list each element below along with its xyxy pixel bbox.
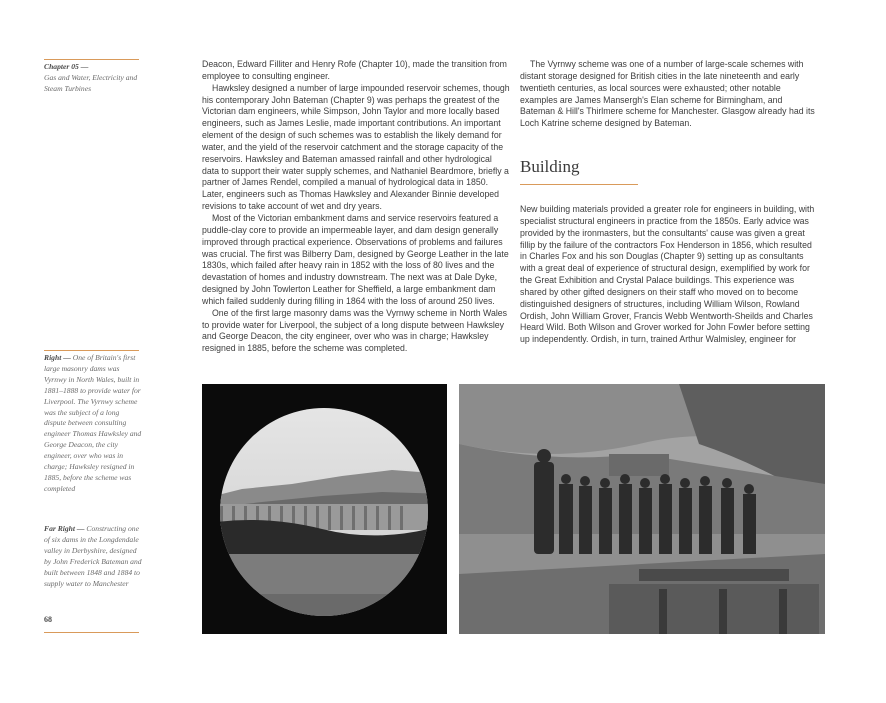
caption-right-text: One of Britain's first large masonry dams was Vyrnwy in North Wales, built in 1881–1888 to provide water for Liverpool. The Vyrnwy scheme was the subject of a long dispute between consulting engineer Thomas Hawksley and George Deacon, the city engineer, over who was in charge; Hawksley resigned in 1885, before the scheme was completed	[44, 353, 142, 493]
caption-top-rule	[44, 350, 139, 351]
photo-longdendale-construction	[459, 384, 825, 634]
paragraph: One of the first large masonry dams was the Vyrnwy scheme in North Wales to provide water for Liverpool, the subject of a long dispute between Hawksley and George Deacon, the city engineer, over who was in charge; Hawksley resigned in 1885, before the scheme was completed.	[202, 307, 508, 354]
caption-right-label: Right —	[44, 353, 71, 362]
chapter-title: Gas and Water, Electricity and Steam Turbines	[44, 72, 138, 93]
construction-photo-image	[459, 384, 825, 634]
dam-photo-image	[202, 384, 447, 634]
page-number: 68	[44, 615, 52, 624]
body-column-right-intro	[520, 59, 818, 130]
chapter-label: Chapter 05 —	[44, 62, 89, 71]
heading-rule	[520, 184, 638, 185]
chapter-label-block	[44, 62, 142, 95]
photo-caption-far-right	[44, 524, 142, 589]
caption-far-right-text: Constructing one of six dams in the Longdendale valley in Derbyshire, designed by John Frederick Bateman and built between 1848 and 1884 to supply water to Manchester	[44, 524, 142, 588]
sidebar-top-rule	[44, 59, 139, 60]
page-bottom-rule	[44, 632, 139, 633]
photo-vyrnwy-dam	[202, 384, 447, 634]
caption-far-right-label: Far Right —	[44, 524, 85, 533]
photo-caption-right	[44, 353, 142, 495]
paragraph: Hawksley designed a number of large impounded reservoir schemes, though his contemporary John Bateman (Chapter 9) was perhaps the greatest of the Victorian dam engineers, while Simpson, John Taylor and more locally based engineers, such as James Leslie, made important contributions. An important element of the design of such schemes was to establish the likely demand for water, and the yield of the reservoir catchment and the storage capacity of the reservoirs. Hawksley and Bateman amassed rainfall and other hydrological data to support their water supply schemes, and Nathaniel Beardmore, briefly a partner of James Rendel, compiled a manual of hydrological data in 1850. Later, engineers such as Thomas Hawksley and Alexander Binnie developed revisions to take account of wet and dry years.	[202, 82, 510, 212]
body-column-right	[520, 204, 818, 346]
paragraph: Deacon, Edward Filliter and Henry Rofe (Chapter 10), made the transition from employee to consulting engineer.	[202, 59, 507, 81]
paragraph: Most of the Victorian embankment dams and service reservoirs featured a puddle-clay core to provide an impermeable layer, and dam design generally improved through practical experience. Observations of problems and failures was crucial. The first was Bilberry Dam, designed by George Leather in the late 1830s, which failed after heavy rain in 1852 with the loss of 80 lives and the devastation of homes and industry downstream. The next was at Dale Dyke, designed by John Towlerton Leather for Sheffield, a large embankment dam which failed suddenly during filling in 1864 with the loss of around 250 lives.	[202, 212, 509, 306]
paragraph: The Vyrnwy scheme was one of a number of large-scale schemes with distant storage designed for British cities in the late nineteenth and early twentieth centuries, as local sources were exhausted; other notable examples are James Mansergh's Elan scheme for Birmingham, and Bateman & Hill's Thirlmere scheme for Manchester. Glasgow already had its Loch Katrine scheme designed by Bateman.	[520, 59, 815, 129]
section-heading: Building	[520, 157, 580, 176]
paragraph: New building materials provided a greater role for engineers in building, with specialist structural engineers in practice from the 1850s. Early advice was provided by the ironmasters, but the consultants' cause was given a great fillip by the failure of the contractors Fox Henderson in 1856, which resulted in Charles Fox and his son Douglas (Chapter 9) setting up as consultants with a great deal of experience of structural design, exemplified by work for the Great Exhibition and Crystal Palace buildings. This experience was shared by other gifted designers on their staff who moved on to become distinguished designers of structures, including William Wilson, Rowland Ordish, John William Grover, Francis Webb Wentworth-Sheilds and Charles Heard Wild. Both Wilson and Grover worked for John Fowler before setting up independently. Ordish, in turn, trained Arthur Walmisley, engineer for	[520, 204, 815, 345]
body-column-left	[202, 59, 510, 355]
